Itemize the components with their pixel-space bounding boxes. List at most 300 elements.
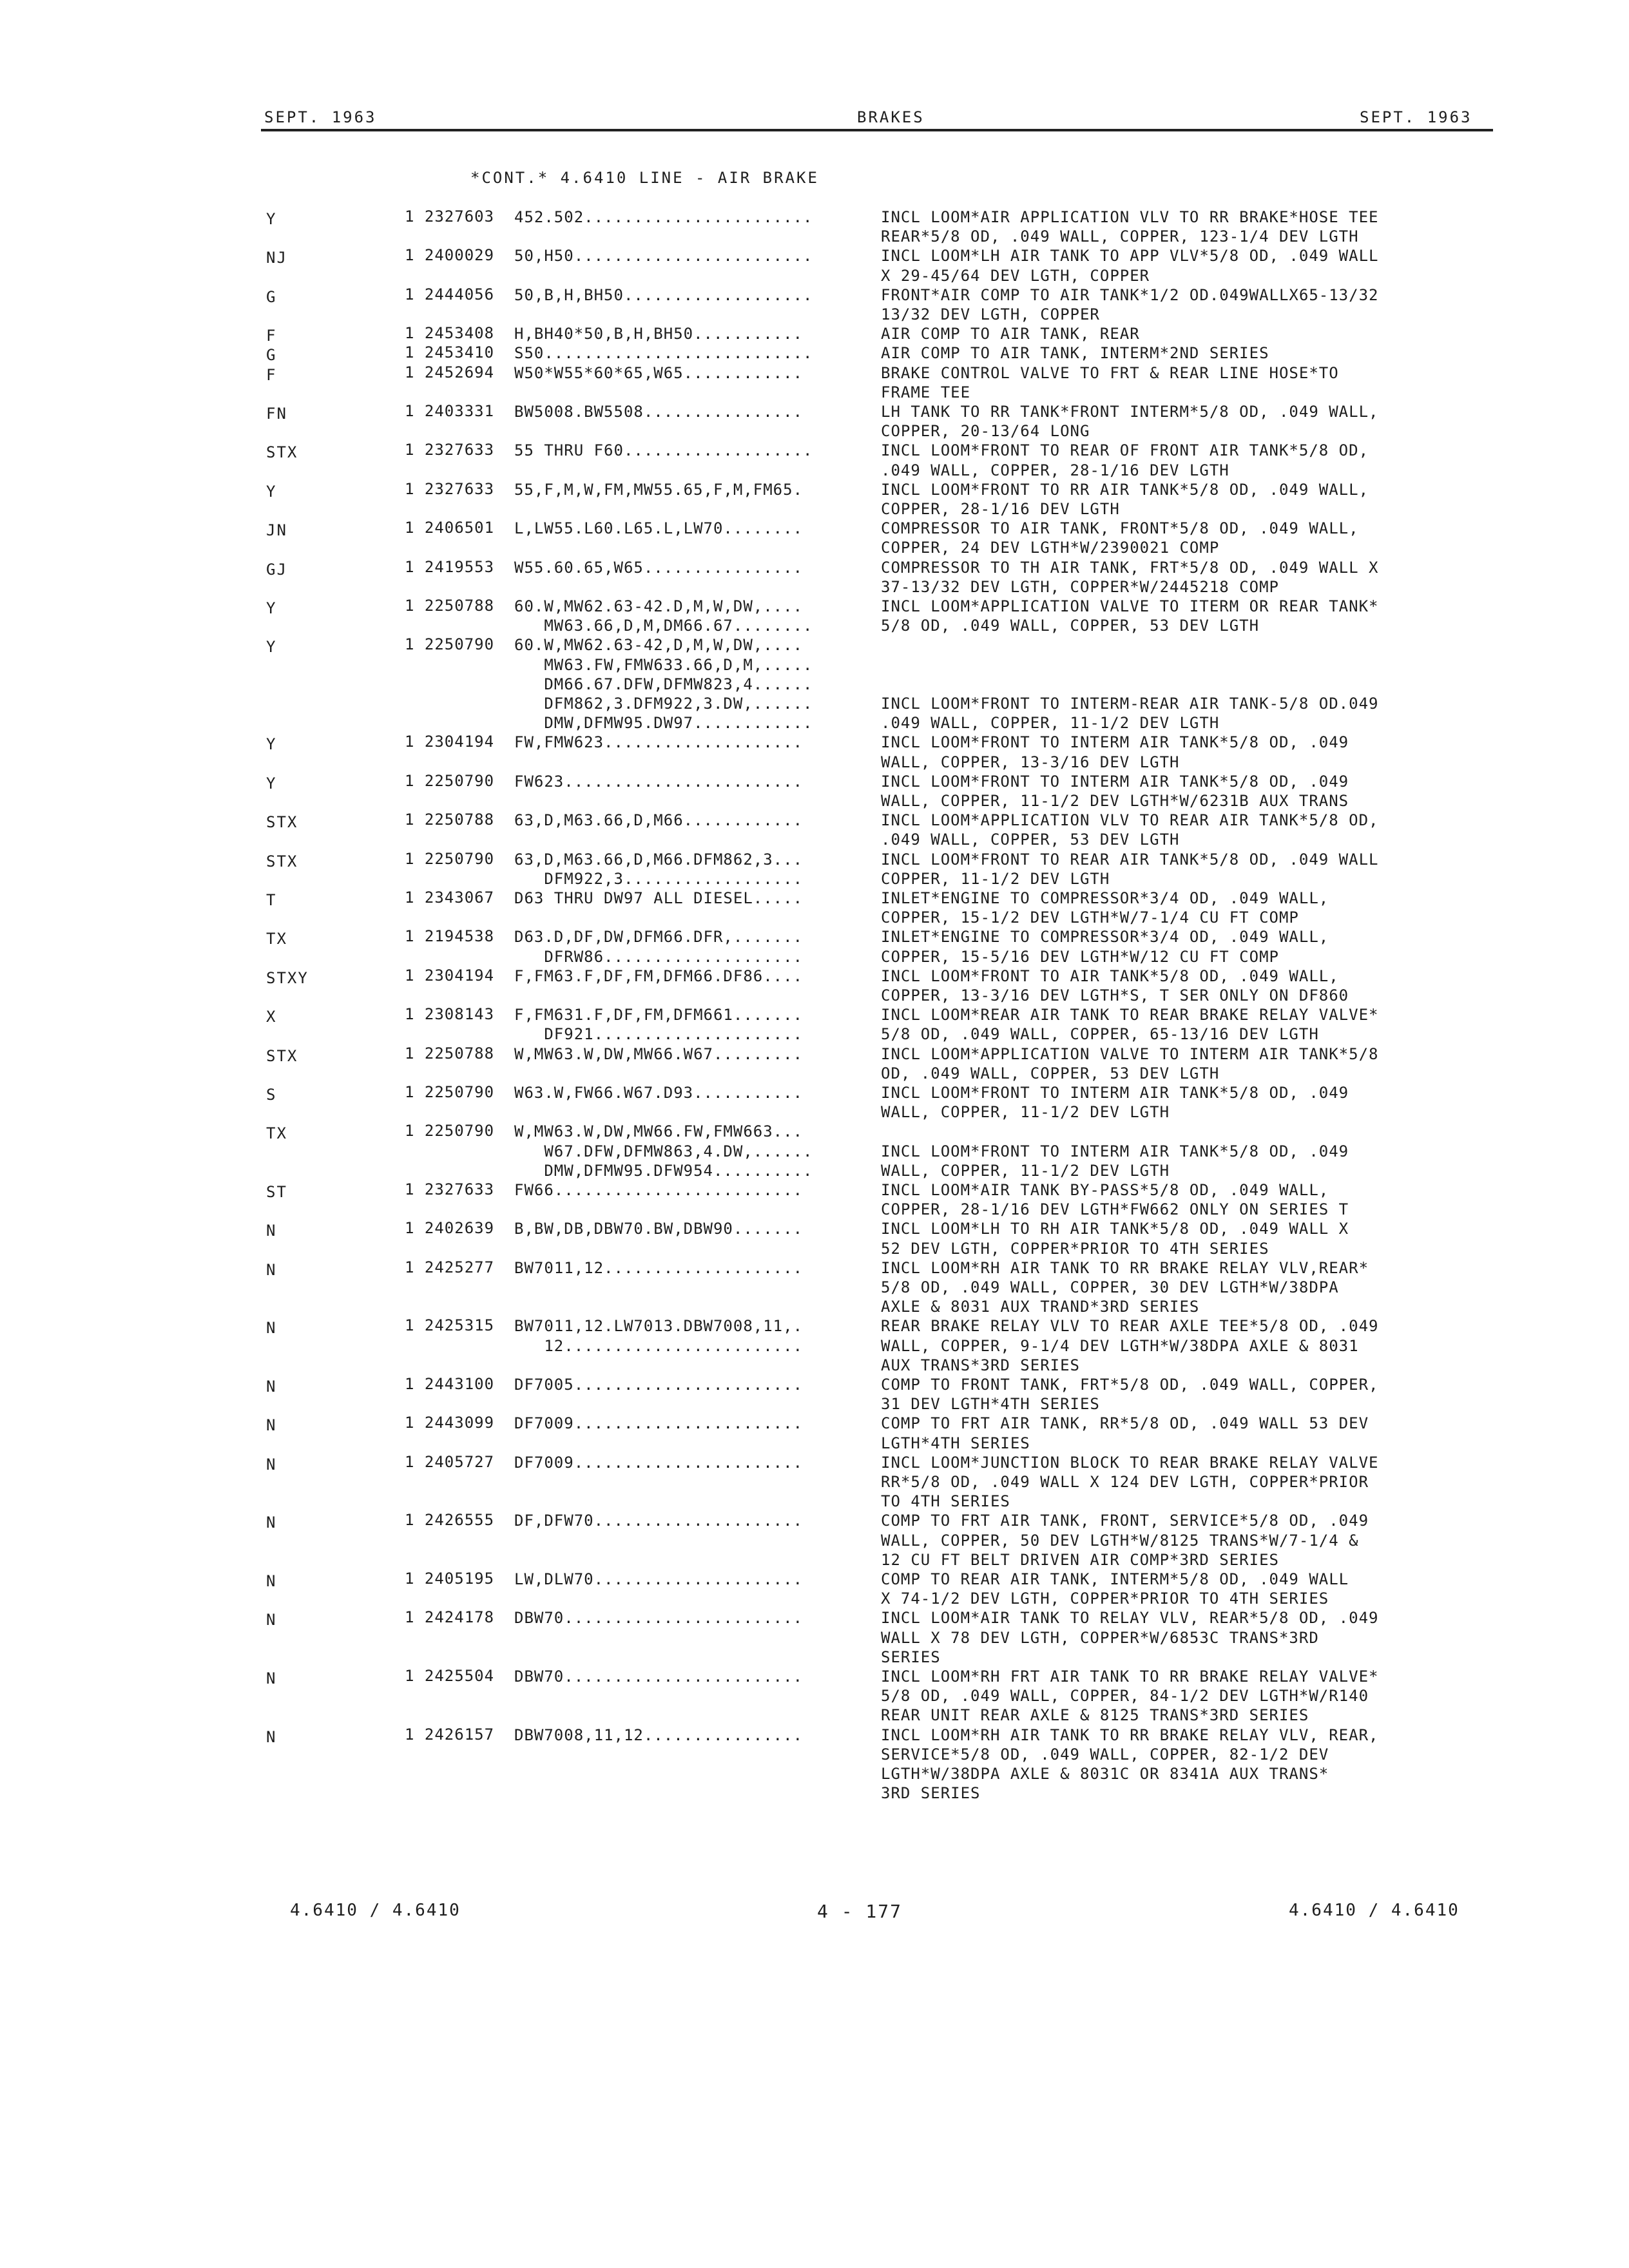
list-item-description <box>881 811 1499 849</box>
list-item-description-line: COPPER, 15-5/16 DEV LGTH*W/12 CU FT COMP <box>881 947 1279 966</box>
list-item-part-number: 1 2250790 <box>405 1122 495 1140</box>
list-item-code: G <box>266 287 277 306</box>
list-item-description <box>881 1258 1499 1317</box>
list-item-model-line: 63,D,M63.66,D,M66.DFM862,3... <box>514 850 804 869</box>
list-item-description-line: LGTH*4TH SERIES <box>881 1434 1030 1452</box>
list-item-description <box>881 1414 1499 1452</box>
list-item-models <box>514 1511 875 1530</box>
list-item-description-line: .049 WALL, COPPER, 53 DEV LGTH <box>881 831 1180 849</box>
list-item-models <box>514 1608 875 1628</box>
list-item-model-line: D63 THRU DW97 ALL DIESEL..... <box>514 889 804 907</box>
list-item-description-line: INCL LOOM*JUNCTION BLOCK TO REAR BRAKE RELAY VALVE <box>881 1453 1379 1472</box>
list-item-description-line: INCL LOOM*FRONT TO RR AIR TANK*5/8 OD, .049 WALL, <box>881 480 1369 499</box>
list-item-description-line: 52 DEV LGTH, COPPER*PRIOR TO 4TH SERIES <box>881 1239 1269 1258</box>
list-item-models <box>514 343 875 363</box>
list-item-code: TX <box>266 1124 287 1143</box>
list-item-part-number: 1 2425315 <box>405 1316 495 1335</box>
list-item-description-line: BRAKE CONTROL VALVE TO FRT & REAR LINE HOSE*TO <box>881 363 1339 382</box>
list-item-description-line: INLET*ENGINE TO COMPRESSOR*3/4 OD, .049 WALL, <box>881 928 1329 947</box>
list-item-model-line: F,FM631.F,DF,FM,DFM661....... <box>514 1006 804 1024</box>
list-item-description-line: SERIES <box>881 1648 941 1666</box>
list-item-description-line: REAR BRAKE RELAY VLV TO REAR AXLE TEE*5/8 OD, .049 <box>881 1317 1379 1336</box>
list-item-model-line: DBW7008,11,12................ <box>514 1725 804 1744</box>
list-item-description-line: INCL LOOM*RH AIR TANK TO RR BRAKE RELAY VLV,REAR* <box>881 1258 1369 1277</box>
list-item <box>0 1258 1629 1317</box>
list-item-description-line: FRONT*AIR COMP TO AIR TANK*1/2 OD.049WALLX65-13/32 <box>881 285 1379 304</box>
list-item-description-line: INCL LOOM*AIR TANK BY-PASS*5/8 OD, .049 WALL, <box>881 1181 1329 1199</box>
list-item-model-line: FW66......................... <box>514 1181 804 1199</box>
list-item-description-line: AUX TRANS*3RD SERIES <box>881 1356 1080 1374</box>
list-item-model-line: DF7005....................... <box>514 1376 804 1394</box>
list-item-description <box>881 1005 1499 1044</box>
list-item-description <box>881 343 1499 363</box>
list-item-description <box>881 1122 1499 1180</box>
list-item-description-line: COMP TO FRT AIR TANK, FRONT, SERVICE*5/8 OD, .049 <box>881 1512 1369 1530</box>
list-item-models <box>514 1453 875 1472</box>
list-item-part-number: 1 2400029 <box>405 246 495 265</box>
list-item-description-line: 5/8 OD, .049 WALL, COPPER, 65-13/16 DEV LGTH <box>881 1025 1319 1044</box>
list-item-code: N <box>266 1416 277 1435</box>
list-item-model-line: MW63.66,D,M,DM66.67........ <box>514 617 813 635</box>
list-item-description <box>881 519 1499 557</box>
list-item <box>0 1608 1629 1667</box>
list-item-part-number: 1 2453408 <box>405 324 495 343</box>
list-item-code: Y <box>266 735 277 754</box>
list-item-code: FN <box>266 405 287 423</box>
list-item-model-line: 55,F,M,W,FM,MW55.65,F,M,FM65. <box>514 480 804 499</box>
list-item-description-line: X 29-45/64 DEV LGTH, COPPER <box>881 266 1150 285</box>
list-item-model-line: DFM922,3.................. <box>514 869 804 888</box>
list-item-part-number: 1 2250788 <box>405 811 495 829</box>
list-item-description-line: WALL X 78 DEV LGTH, COPPER*W/6853C TRANS*3RD <box>881 1628 1319 1647</box>
list-item <box>0 558 1629 597</box>
list-item-description-line <box>881 675 1499 694</box>
list-item-description <box>881 324 1499 343</box>
list-item-description-line: INCL LOOM*APPLICATION VALVE TO INTERM AIR TANK*5/8 <box>881 1044 1379 1063</box>
list-item-part-number: 1 2250788 <box>405 597 495 615</box>
list-item-model-line: B,BW,DB,DBW70.BW,DBW90....... <box>514 1220 804 1238</box>
list-item-models <box>514 772 875 791</box>
list-item-models <box>514 635 875 733</box>
list-item-description <box>881 733 1499 771</box>
list-item-part-number: 1 2403331 <box>405 402 495 420</box>
list-item-model-line: S50........................... <box>514 344 813 363</box>
list-item-code: N <box>266 1260 277 1279</box>
list-item-models <box>514 1316 875 1355</box>
list-item-description-line: COPPER, 11-1/2 DEV LGTH <box>881 869 1110 888</box>
list-item-description <box>881 285 1499 324</box>
list-item-description-line: INCL LOOM*APPLICATION VLV TO REAR AIR TANK*5/8 OD, <box>881 811 1379 830</box>
list-item-description-line: INCL LOOM*FRONT TO INTERM-REAR AIR TANK-5/8 OD.049 <box>881 694 1379 713</box>
list-item-models <box>514 1005 875 1044</box>
footer-ref-left: 4.6410 / 4.6410 <box>290 1901 461 1920</box>
list-item-code: Y <box>266 482 277 501</box>
list-item-model-line: DFRW86.................... <box>514 947 804 966</box>
list-item-part-number: 1 2250790 <box>405 771 495 790</box>
list-item-description-line: REAR UNIT REAR AXLE & 8125 TRANS*3RD SERIES <box>881 1706 1309 1725</box>
list-item-part-number: 1 2443099 <box>405 1414 495 1432</box>
list-item-model-line: DM66.67.DFW,DFMW823,4...... <box>514 675 813 693</box>
list-item-models <box>514 285 875 305</box>
list-item-description-line: COMP TO REAR AIR TANK, INTERM*5/8 OD, .049 WALL <box>881 1570 1349 1588</box>
list-item <box>0 343 1629 363</box>
list-item-description <box>881 1725 1499 1803</box>
list-item-description-line: INCL LOOM*AIR APPLICATION VLV TO RR BRAKE*HOSE TEE <box>881 208 1379 226</box>
list-item-code: N <box>266 1727 277 1746</box>
list-item-description-line: INCL LOOM*AIR TANK TO RELAY VLV, REAR*5/8 OD, .049 <box>881 1609 1379 1628</box>
list-item-description-line: INCL LOOM*RH FRT AIR TANK TO RR BRAKE RELAY VALVE* <box>881 1667 1379 1686</box>
list-item-description-line: INCL LOOM*FRONT TO AIR TANK*5/8 OD, .049 WALL, <box>881 966 1339 985</box>
list-item-description-line: WALL, COPPER, 11-1/2 DEV LGTH*W/6231B AUX TRANS <box>881 791 1349 810</box>
list-item-description-line: .049 WALL, COPPER, 11-1/2 DEV LGTH <box>881 714 1220 733</box>
list-item-models <box>514 1122 875 1180</box>
list-item-description <box>881 480 1499 519</box>
list-item-models <box>514 927 875 966</box>
list-item-part-number: 1 2452694 <box>405 363 495 381</box>
list-item-part-number: 1 2402639 <box>405 1219 495 1238</box>
list-item-description-line: WALL, COPPER, 11-1/2 DEV LGTH <box>881 1161 1170 1180</box>
list-item-models <box>514 733 875 752</box>
list-item-code: N <box>266 1572 277 1590</box>
list-item-description-line: INCL LOOM*FRONT TO INTERM AIR TANK*5/8 OD, .049 <box>881 1142 1349 1160</box>
list-item-code: TX <box>266 930 287 948</box>
page-number: 4 - 177 <box>817 1901 903 1922</box>
list-item-model-line: DF7009....................... <box>514 1414 804 1433</box>
list-item-models <box>514 811 875 830</box>
list-item-description-line: INCL LOOM*FRONT TO REAR OF FRONT AIR TANK*5/8 OD, <box>881 441 1369 460</box>
list-item-description-line: WALL, COPPER, 13-3/16 DEV LGTH <box>881 753 1180 771</box>
header-date-left: SEPT. 1963 <box>264 108 377 126</box>
list-item-description <box>881 1375 1499 1414</box>
list-item-part-number: 1 2250790 <box>405 1083 495 1101</box>
list-item-description-line: INCL LOOM*FRONT TO INTERM AIR TANK*5/8 OD, .049 <box>881 733 1349 752</box>
list-item-description <box>881 1511 1499 1570</box>
list-item <box>0 733 1629 771</box>
list-item-description-line <box>881 1122 1499 1141</box>
list-item-model-line: 55 THRU F60................... <box>514 441 813 460</box>
list-item-description-line <box>881 635 1499 655</box>
list-item-description-line: COPPER, 13-3/16 DEV LGTH*S, T SER ONLY ON DF860 <box>881 986 1349 1004</box>
list-item-model-line: 63,D,M63.66,D,M66............ <box>514 811 804 830</box>
list-item <box>0 772 1629 811</box>
list-item <box>0 1180 1629 1219</box>
list-item-models <box>514 1044 875 1064</box>
list-item-model-line: 60.W,MW62.63-42.D,M,W,DW,.... <box>514 597 804 615</box>
list-item-description-line: COPPER, 15-1/2 DEV LGTH*W/7-1/4 CU FT COMP <box>881 908 1299 927</box>
list-item-part-number: 1 2327633 <box>405 441 495 459</box>
list-item-description <box>881 558 1499 597</box>
list-item-code: N <box>266 1669 277 1687</box>
list-item-description-line: COPPER, 20-13/64 LONG <box>881 422 1090 441</box>
list-item <box>0 811 1629 849</box>
list-item-description-line: COPPER, 28-1/16 DEV LGTH*FW662 ONLY ON SERIES T <box>881 1200 1349 1219</box>
list-item-description-line: AXLE & 8031 AUX TRAND*3RD SERIES <box>881 1298 1200 1316</box>
list-item-code: F <box>266 365 277 384</box>
list-item-description-line: INCL LOOM*LH AIR TANK TO APP VLV*5/8 OD, .049 WALL <box>881 247 1379 265</box>
list-item-description <box>881 1608 1499 1667</box>
list-item-description-line: COMP TO FRT AIR TANK, RR*5/8 OD, .049 WALL 53 DEV <box>881 1414 1369 1433</box>
list-item-description-line: 37-13/32 DEV LGTH, COPPER*W/2445218 COMP <box>881 577 1279 596</box>
list-item-part-number: 1 2194538 <box>405 927 495 946</box>
list-item-part-number: 1 2425504 <box>405 1667 495 1685</box>
list-item-part-number: 1 2405195 <box>405 1570 495 1588</box>
list-item-part-number: 1 2343067 <box>405 889 495 907</box>
list-item-description-line: COMPRESSOR TO TH AIR TANK, FRT*5/8 OD, .049 WALL X <box>881 558 1379 577</box>
list-item <box>0 402 1629 441</box>
list-item <box>0 1219 1629 1258</box>
list-item-model-line: DFM862,3.DFM922,3.DW,...... <box>514 694 813 713</box>
list-item-model-line: MW63.FW,FMW633.66,D,M,..... <box>514 655 813 674</box>
list-item-models <box>514 324 875 343</box>
list-item-models <box>514 1375 875 1394</box>
list-item-part-number: 1 2405727 <box>405 1452 495 1471</box>
list-item-description-line: LGTH*W/38DPA AXLE & 8031C OR 8341A AUX TRANS* <box>881 1764 1329 1783</box>
list-item-description-line: 3RD SERIES <box>881 1784 981 1803</box>
list-item-models <box>514 1570 875 1589</box>
list-item-description-line: TO 4TH SERIES <box>881 1492 1010 1511</box>
list-item-description <box>881 889 1499 927</box>
list-item-description <box>881 966 1499 1005</box>
list-item-models <box>514 246 875 265</box>
list-item <box>0 889 1629 927</box>
header-title: BRAKES <box>857 108 925 126</box>
list-item-description-line: 31 DEV LGTH*4TH SERIES <box>881 1395 1100 1414</box>
list-item-model-line: W,MW63.W,DW,MW66.FW,FMW663... <box>514 1122 804 1141</box>
list-item-model-line: LW,DLW70..................... <box>514 1570 804 1588</box>
list-item-model-line: BW7011,12.LW7013.DBW7008,11,. <box>514 1317 804 1336</box>
list-item-code: STX <box>266 852 298 870</box>
list-item <box>0 966 1629 1005</box>
list-item-description-line: COMP TO FRONT TANK, FRT*5/8 OD, .049 WALL, COPPER, <box>881 1376 1379 1394</box>
list-item-description <box>881 1570 1499 1608</box>
list-item-part-number: 1 2250790 <box>405 849 495 868</box>
list-item-code: F <box>266 327 277 345</box>
list-item-description-line: RR*5/8 OD, .049 WALL X 124 DEV LGTH, COPPER*PRIOR <box>881 1472 1369 1491</box>
list-item-model-line: DF7009....................... <box>514 1453 804 1472</box>
list-item-models <box>514 1414 875 1433</box>
section-title: *CONT.* 4.6410 LINE - AIR BRAKE <box>470 169 819 187</box>
list-item-code: N <box>266 1319 277 1338</box>
list-item <box>0 1725 1629 1803</box>
list-item-code: Y <box>266 774 277 793</box>
list-item-code: STXY <box>266 968 309 987</box>
list-item <box>0 363 1629 402</box>
list-item-description <box>881 1083 1499 1122</box>
list-item-models <box>514 1180 875 1200</box>
list-item-description <box>881 363 1499 402</box>
list-item <box>0 597 1629 635</box>
list-item-part-number: 1 2426555 <box>405 1511 495 1530</box>
list-item-model-line: W67.DFW,DFMW863,4.DW,...... <box>514 1142 813 1160</box>
list-item-part-number: 1 2426157 <box>405 1725 495 1744</box>
list-item-description-line: AIR COMP TO AIR TANK, INTERM*2ND SERIES <box>881 344 1269 363</box>
list-item-model-line: 12........................ <box>514 1336 804 1355</box>
list-item-description-line: .049 WALL, COPPER, 28-1/16 DEV LGTH <box>881 461 1229 479</box>
list-item-models <box>514 1219 875 1238</box>
footer-ref-right: 4.6410 / 4.6410 <box>1289 1901 1460 1920</box>
list-item-part-number: 1 2250788 <box>405 1044 495 1062</box>
list-item-description-line: INCL LOOM*RH AIR TANK TO RR BRAKE RELAY VLV, REAR, <box>881 1725 1379 1744</box>
list-item-code: ST <box>266 1183 287 1201</box>
list-item-models <box>514 597 875 635</box>
list-item-part-number: 1 2424178 <box>405 1608 495 1627</box>
list-item-model-line: 60.W,MW62.63-42,D,M,W,DW,.... <box>514 636 804 655</box>
list-item <box>0 441 1629 479</box>
list-item-code: JN <box>266 521 287 540</box>
list-item-code: S <box>266 1086 277 1104</box>
list-item <box>0 1414 1629 1452</box>
list-item-code: GJ <box>266 560 287 579</box>
list-item-description-line: INCL LOOM*LH TO RH AIR TANK*5/8 OD, .049 WALL X <box>881 1220 1349 1238</box>
list-item <box>0 519 1629 557</box>
list-item-code: G <box>266 346 277 365</box>
list-item-model-line: W63.W,FW66.W67.D93........... <box>514 1084 804 1102</box>
list-item-part-number: 1 2444056 <box>405 285 495 303</box>
header-date-right: SEPT. 1963 <box>1360 108 1472 126</box>
list-item-part-number: 1 2406501 <box>405 519 495 537</box>
list-item-description-line: 5/8 OD, .049 WALL, COPPER, 30 DEV LGTH*W/38DPA <box>881 1278 1339 1296</box>
list-item-code: N <box>266 1378 277 1396</box>
list-item-model-line: W,MW63.W,DW,MW66.W67......... <box>514 1044 804 1063</box>
list-item-code: Y <box>266 599 277 617</box>
list-item-model-line: DF921..................... <box>514 1025 804 1044</box>
list-item-code: Y <box>266 210 277 228</box>
list-item-models <box>514 1258 875 1278</box>
list-item-part-number: 1 2327603 <box>405 207 495 226</box>
list-item-models <box>514 402 875 421</box>
list-item-description-line: SERVICE*5/8 OD, .049 WALL, COPPER, 82-1/2 DEV <box>881 1745 1329 1763</box>
list-item <box>0 480 1629 519</box>
list-item <box>0 850 1629 889</box>
list-item-description-line: X 74-1/2 DEV LGTH, COPPER*PRIOR TO 4TH SERIES <box>881 1590 1329 1608</box>
list-item <box>0 1044 1629 1083</box>
list-item-model-line: W50*W55*60*65,W65............ <box>514 363 804 382</box>
list-item-code: N <box>266 1222 277 1240</box>
list-item-description-line: OD, .049 WALL, COPPER, 53 DEV LGTH <box>881 1064 1220 1082</box>
list-item-part-number: 1 2308143 <box>405 1005 495 1024</box>
list-item-part-number: 1 2327633 <box>405 479 495 498</box>
list-item-code: STX <box>266 443 298 462</box>
list-item-part-number: 1 2304194 <box>405 733 495 751</box>
list-item-model-line: DF,DFW70..................... <box>514 1512 804 1530</box>
list-item <box>0 207 1629 246</box>
list-item-description-line: 5/8 OD, .049 WALL, COPPER, 53 DEV LGTH <box>881 617 1260 635</box>
list-item-description-line: COMPRESSOR TO AIR TANK, FRONT*5/8 OD, .049 WALL, <box>881 519 1359 538</box>
list-item-description <box>881 441 1499 479</box>
list-item-model-line: F,FM63.F,DF,FM,DFM66.DF86.... <box>514 966 804 985</box>
list-item <box>0 635 1629 733</box>
list-item-code: STX <box>266 1046 298 1065</box>
list-item-model-line: FW623........................ <box>514 772 804 791</box>
list-item-part-number: 1 2304194 <box>405 966 495 985</box>
list-item-models <box>514 850 875 889</box>
list-item-description-line: INCL LOOM*FRONT TO INTERM AIR TANK*5/8 OD, .049 <box>881 772 1349 791</box>
list-item-model-line: 452.502....................... <box>514 208 813 226</box>
list-item-model-line: 50,B,H,BH50................... <box>514 285 813 304</box>
list-item-model-line: BW7011,12.................... <box>514 1258 804 1277</box>
list-item-models <box>514 966 875 986</box>
list-item <box>0 1316 1629 1375</box>
list-item <box>0 1375 1629 1414</box>
list-item <box>0 1511 1629 1570</box>
list-item-model-line: L,LW55.L60.L65.L,LW70........ <box>514 519 804 538</box>
list-item-description-line: WALL, COPPER, 11-1/2 DEV LGTH <box>881 1103 1170 1122</box>
list-item-description <box>881 635 1499 733</box>
list-item-model-line: BW5008.BW5508................ <box>514 403 804 421</box>
list-item-model-line: H,BH40*50,B,H,BH50........... <box>514 325 804 343</box>
list-item <box>0 1083 1629 1122</box>
list-item-code: N <box>266 1611 277 1629</box>
list-item-description-line: AIR COMP TO AIR TANK, REAR <box>881 325 1140 343</box>
list-item-description-line: INLET*ENGINE TO COMPRESSOR*3/4 OD, .049 WALL, <box>881 889 1329 907</box>
list-item-model-line: D63.D,DF,DW,DFM66.DFR,....... <box>514 928 804 947</box>
list-item-description <box>881 1044 1499 1083</box>
list-item <box>0 1122 1629 1180</box>
list-item-description <box>881 1667 1499 1725</box>
list-item <box>0 324 1629 343</box>
list-item <box>0 1005 1629 1044</box>
list-item-part-number: 1 2453410 <box>405 343 495 362</box>
list-item-model-line: 50,H50........................ <box>514 247 813 265</box>
list-item-description-line: WALL, COPPER, 9-1/4 DEV LGTH*W/38DPA AXLE & 8031 <box>881 1336 1359 1355</box>
list-item-description-line: 13/32 DEV LGTH, COPPER <box>881 305 1100 323</box>
list-item-models <box>514 363 875 383</box>
list-item-description-line: INCL LOOM*APPLICATION VALVE TO ITERM OR REAR TANK* <box>881 597 1379 615</box>
list-item-model-line: W55.60.65,W65................ <box>514 558 804 577</box>
list-item-description <box>881 927 1499 966</box>
list-item <box>0 1667 1629 1725</box>
list-item-description <box>881 207 1499 246</box>
list-item-model-line: DBW70........................ <box>514 1609 804 1628</box>
list-item <box>0 246 1629 285</box>
list-item-models <box>514 1667 875 1686</box>
list-item-description <box>881 597 1499 635</box>
list-item-description-line: COPPER, 24 DEV LGTH*W/2390021 COMP <box>881 539 1220 557</box>
list-item-description <box>881 246 1499 285</box>
list-item <box>0 1570 1629 1608</box>
list-item-description-line <box>881 655 1499 675</box>
list-item-models <box>514 519 875 538</box>
list-item-models <box>514 441 875 460</box>
list-item-description <box>881 1219 1499 1258</box>
list-item-model-line: DBW70........................ <box>514 1667 804 1686</box>
list-item-code: T <box>266 891 277 909</box>
list-item-code: N <box>266 1455 277 1474</box>
list-item-description-line: 5/8 OD, .049 WALL, COPPER, 84-1/2 DEV LGTH*W/R140 <box>881 1687 1369 1706</box>
list-item-description <box>881 850 1499 889</box>
list-item-code: N <box>266 1514 277 1532</box>
list-item-description-line: FRAME TEE <box>881 383 971 401</box>
list-item-description <box>881 1316 1499 1375</box>
list-item-models <box>514 558 875 577</box>
list-item-description <box>881 1453 1499 1512</box>
list-item <box>0 285 1629 324</box>
list-item-code: NJ <box>266 249 287 267</box>
list-item-part-number: 1 2327633 <box>405 1180 495 1198</box>
list-item-description-line: LH TANK TO RR TANK*FRONT INTERM*5/8 OD, .049 WALL, <box>881 403 1379 421</box>
list-item-part-number: 1 2419553 <box>405 557 495 576</box>
list-item-models <box>514 207 875 227</box>
list-item-description <box>881 772 1499 811</box>
list-item-description <box>881 402 1499 441</box>
list-item-description-line: INCL LOOM*FRONT TO REAR AIR TANK*5/8 OD, .049 WALL <box>881 850 1379 869</box>
list-item-part-number: 1 2250790 <box>405 635 495 654</box>
list-item-models <box>514 889 875 908</box>
list-item-part-number: 1 2425277 <box>405 1258 495 1276</box>
list-item-code: STX <box>266 813 298 832</box>
list-item <box>0 927 1629 966</box>
list-item-description <box>881 1180 1499 1219</box>
